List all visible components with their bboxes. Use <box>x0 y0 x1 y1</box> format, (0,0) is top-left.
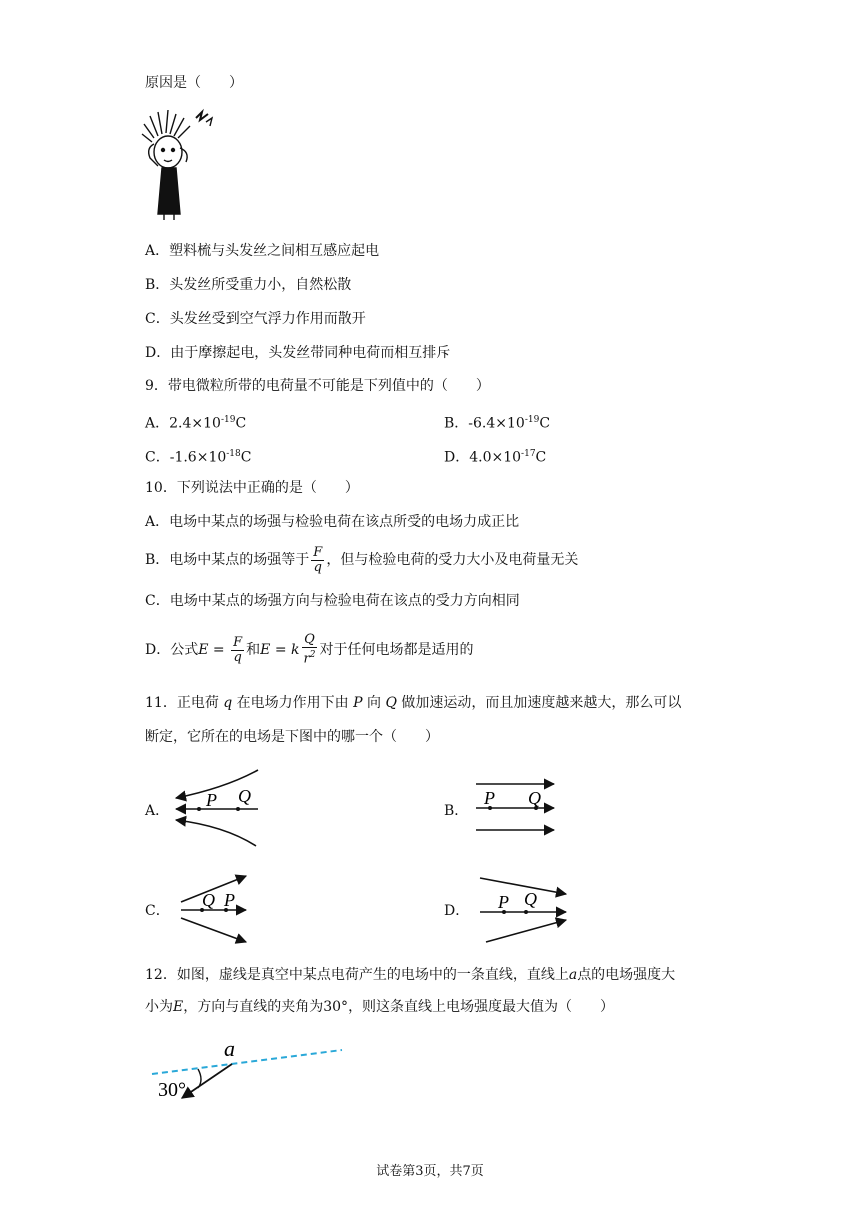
field-figure-b <box>474 776 559 838</box>
q11-label-d: D． <box>444 903 470 919</box>
q11-label-b: B． <box>444 803 469 819</box>
q10-option-c: C．电场中某点的场强方向与检验电荷在该点的受力方向相同 <box>145 593 520 609</box>
page-footer: 试卷第3页，共7页 <box>376 1164 484 1179</box>
field-figure-d <box>478 874 573 944</box>
hair-illustration <box>140 108 220 220</box>
q11-label-c: C． <box>145 903 170 919</box>
q8-option-c: C．头发丝受到空气浮力作用而散开 <box>145 311 366 327</box>
q8-stem-tail: 原因是（ ） <box>145 75 243 91</box>
q8-option-d: D．由于摩擦起电，头发丝带同种电荷而相互排斥 <box>145 345 451 361</box>
q9-option-b: B．$-6.4\times 10^{-19}C$ <box>444 415 551 432</box>
q10-option-a: A．电场中某点的场强与检验电荷在该点所受的电场力成正比 <box>145 514 520 530</box>
q8-option-a: A．塑料梳与头发丝之间相互感应起电 <box>145 243 380 259</box>
q11-stem-line1: 11．正电荷 q 在电场力作用下由 P 向 Q 做加速运动，而且加速度越来越大，那么可以 <box>145 695 682 711</box>
point-p-label: P <box>484 788 495 808</box>
q9-stem: 9．带电微粒所带的电荷量不可能是下列值中的（ ） <box>145 378 490 394</box>
q10-option-b: B．电场中某点的场强等于 $\frac{F}{q}$ ，但与检验电荷的受力大小及电荷量无关 <box>145 544 579 575</box>
q9-option-d: D．$4.0\times 10^{-17}C$ <box>444 449 547 466</box>
point-a-label: a <box>224 1036 235 1061</box>
point-p-label: P <box>498 892 509 912</box>
point-p-label: P <box>224 890 235 910</box>
point-q-label: Q <box>528 788 541 808</box>
point-q-label: Q <box>238 786 251 806</box>
fraction-q-over-r2: $\frac{Q}{r^2}$ <box>303 632 316 667</box>
fraction-f-over-q-2: $\frac{F}{q}$ <box>233 634 243 665</box>
field-figure-a <box>170 766 265 851</box>
point-p-label: P <box>206 790 217 810</box>
q10-stem: 10．下列说法中正确的是（ ） <box>145 480 359 496</box>
q11-label-a: A． <box>145 803 170 819</box>
q12-figure <box>148 1036 348 1106</box>
field-figure-c <box>178 872 253 947</box>
q12-line1: 12．如图，虚线是真空中某点电荷产生的电场中的一条直线，直线上a点的电场强度大 <box>145 967 676 983</box>
q10-option-d: D．公式E = $\frac{F}{q}$ 和E = k $\frac{Q}{r^2}$ 对于任何电场都是适用的 <box>145 632 474 667</box>
q8-option-b: B．头发丝所受重力小，自然松散 <box>145 277 352 293</box>
point-q-label: Q <box>524 889 537 909</box>
q12-line2: 小为E，方向与直线的夹角为30°，则这条直线上电场强度最大值为（ ） <box>145 999 615 1015</box>
q9-option-a: A．$2.4\times 10^{-19}C$ <box>145 415 247 432</box>
fraction-f-over-q: $\frac{F}{q}$ <box>313 544 323 575</box>
angle-label: 30° <box>158 1079 186 1101</box>
q11-stem-line2: 断定，它所在的电场是下图中的哪一个（ ） <box>145 729 439 745</box>
point-q-label: Q <box>202 890 215 910</box>
q9-option-c: C．$-1.6\times 10^{-18}C$ <box>145 449 252 466</box>
